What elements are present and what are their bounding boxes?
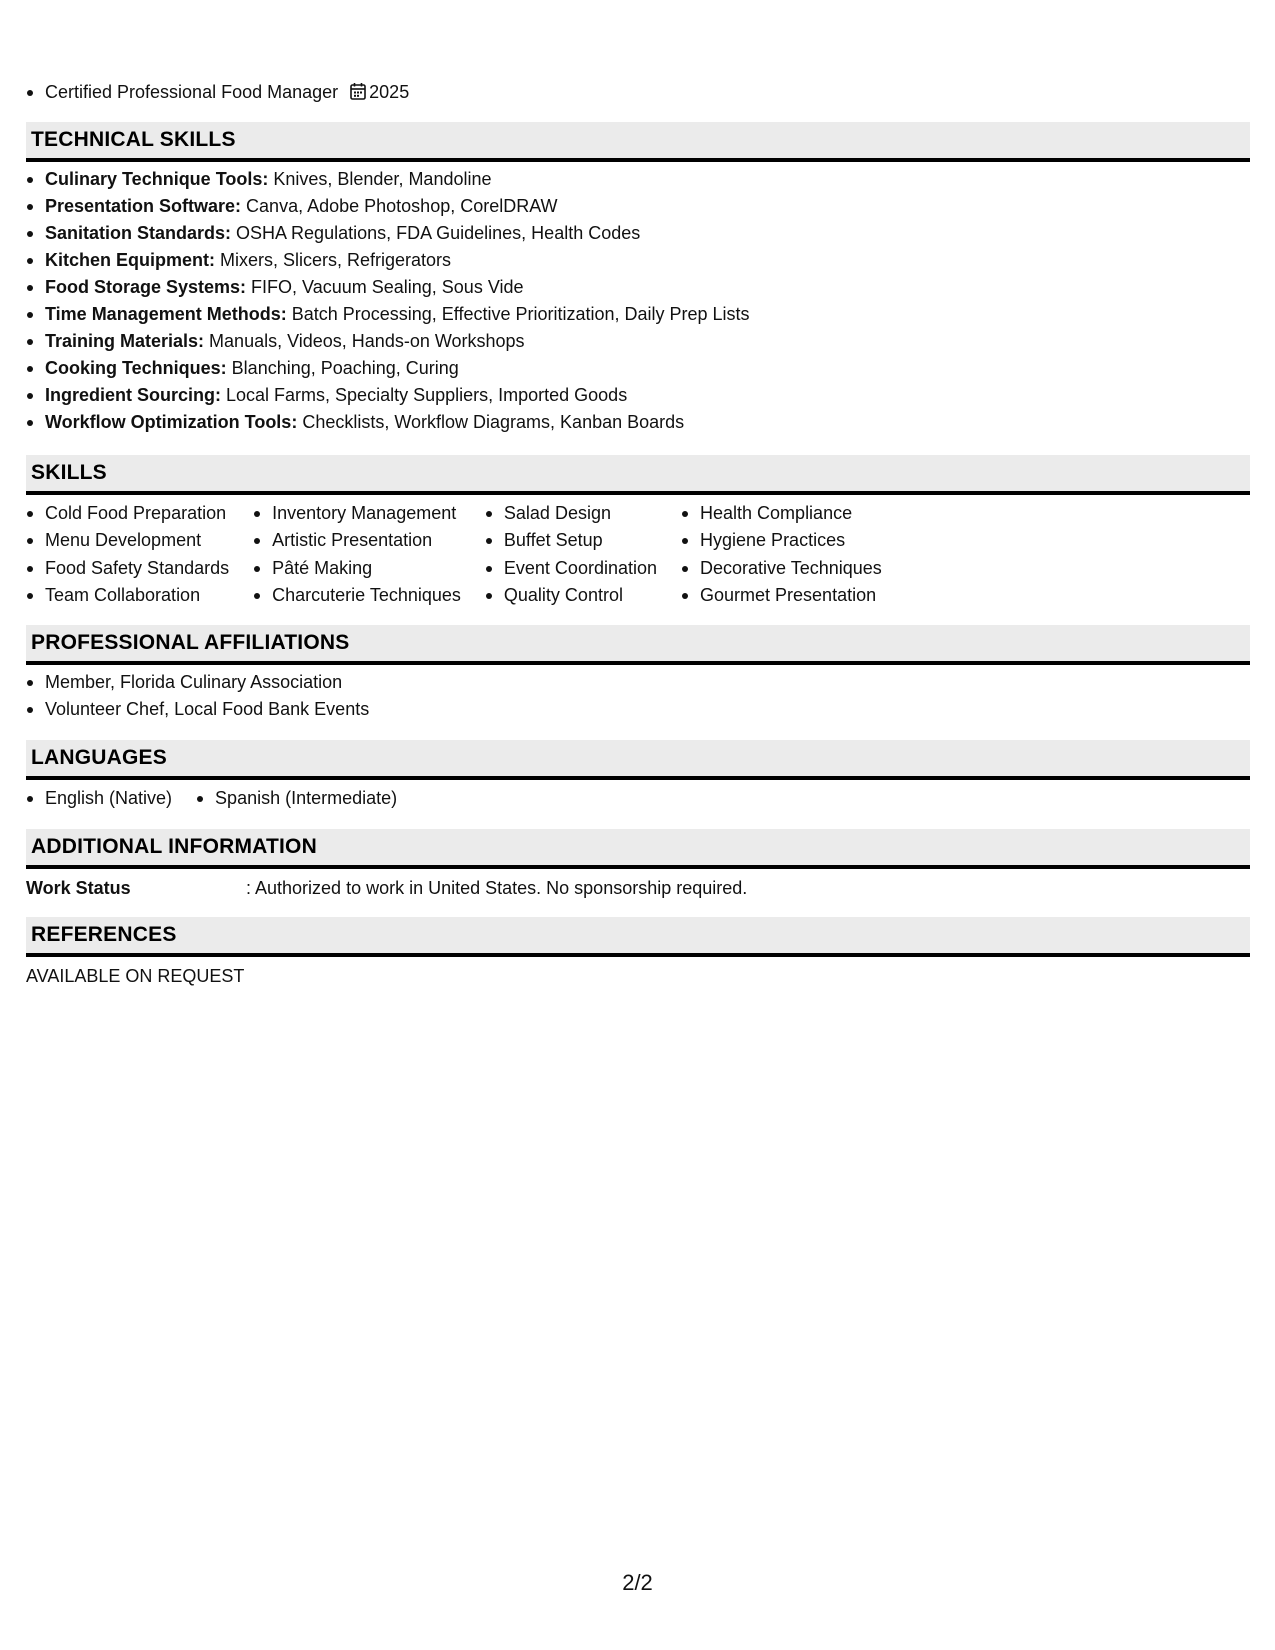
skill-category: Training Materials: <box>45 331 205 351</box>
certification-year: 2025 <box>369 82 410 102</box>
skill-values: Canva, Adobe Photoshop, CorelDRAW <box>241 196 558 216</box>
list-item: Gourmet Presentation <box>681 582 882 609</box>
list-item: Food Safety Standards <box>26 555 229 582</box>
work-status-label: Work Status <box>26 878 131 898</box>
work-status-value: : Authorized to work in United States. No sponsorship required. <box>246 878 748 898</box>
skills-column <box>681 500 882 609</box>
skills-column <box>253 500 461 609</box>
skill-values: Batch Processing, Effective Prioritization, Daily Prep Lists <box>286 304 750 324</box>
certification-name: Certified Professional Food Manager <box>45 82 339 102</box>
list-item: Cold Food Preparation <box>26 500 229 527</box>
skill-category: Ingredient Sourcing: <box>45 385 222 405</box>
skill-category: Cooking Techniques: <box>45 358 227 378</box>
skill-category: Sanitation Standards: <box>45 223 232 243</box>
section-title: ADDITIONAL INFORMATION <box>31 835 317 858</box>
skills-column <box>26 500 229 609</box>
list-item <box>26 409 750 436</box>
skill-category: Culinary Technique Tools: <box>45 169 269 189</box>
skill-category: Workflow Optimization Tools: <box>45 412 298 432</box>
skill-category: Presentation Software: <box>45 196 242 216</box>
affiliations-list <box>26 669 369 723</box>
section-title: REFERENCES <box>31 923 177 946</box>
skill-values: OSHA Regulations, FDA Guidelines, Health Codes <box>231 223 641 243</box>
list-item: Charcuterie Techniques <box>253 582 461 609</box>
skill-category: Time Management Methods: <box>45 304 287 324</box>
section-title: TECHNICAL SKILLS <box>31 128 236 151</box>
list-item <box>26 193 750 220</box>
list-item: Volunteer Chef, Local Food Bank Events <box>26 696 369 723</box>
list-item: Salad Design <box>485 500 657 527</box>
section-title: PROFESSIONAL AFFILIATIONS <box>31 631 350 654</box>
list-item: Inventory Management <box>253 500 461 527</box>
references-text: AVAILABLE ON REQUEST <box>26 966 245 986</box>
list-item: Member, Florida Culinary Association <box>26 669 369 696</box>
list-item: Menu Development <box>26 527 229 554</box>
list-item <box>26 328 750 355</box>
section-heading-references <box>26 917 1250 957</box>
section-heading-affiliations <box>26 625 1250 665</box>
list-item: English (Native) <box>26 785 172 812</box>
list-item <box>26 166 750 193</box>
list-item <box>26 355 750 382</box>
list-item: Pâté Making <box>253 555 461 582</box>
page-number: 2/2 <box>622 1570 653 1595</box>
list-item <box>26 382 750 409</box>
list-item <box>26 274 750 301</box>
work-status-row <box>26 875 747 902</box>
list-item <box>26 247 750 274</box>
list-item: Quality Control <box>485 582 657 609</box>
skill-values: Knives, Blender, Mandoline <box>268 169 492 189</box>
section-heading-technical-skills <box>26 122 1250 162</box>
skill-values: Manuals, Videos, Hands-on Workshops <box>204 331 525 351</box>
languages-list <box>26 785 421 812</box>
skill-values: Local Farms, Specialty Suppliers, Imported Goods <box>221 385 628 405</box>
certification-item <box>26 79 409 108</box>
list-item: Spanish (Intermediate) <box>196 785 397 812</box>
list-item <box>26 301 750 328</box>
skill-category: Kitchen Equipment: <box>45 250 215 270</box>
list-item: Team Collaboration <box>26 582 229 609</box>
list-item: Event Coordination <box>485 555 657 582</box>
skill-values: Mixers, Slicers, Refrigerators <box>215 250 452 270</box>
list-item: Buffet Setup <box>485 527 657 554</box>
list-item: Decorative Techniques <box>681 555 882 582</box>
section-heading-languages <box>26 740 1250 780</box>
skills-column <box>485 500 657 609</box>
list-item: Health Compliance <box>681 500 882 527</box>
list-item: Hygiene Practices <box>681 527 882 554</box>
technical-skills-list <box>26 166 750 436</box>
skill-values: Checklists, Workflow Diagrams, Kanban Boards <box>297 412 685 432</box>
certifications-list <box>26 79 409 108</box>
list-item <box>26 220 750 247</box>
calendar-icon <box>350 81 366 108</box>
section-title: LANGUAGES <box>31 746 167 769</box>
skill-values: Blanching, Poaching, Curing <box>226 358 459 378</box>
skill-values: FIFO, Vacuum Sealing, Sous Vide <box>246 277 524 297</box>
section-heading-additional-info <box>26 829 1250 869</box>
section-title: SKILLS <box>31 461 107 484</box>
skills-grid <box>26 500 906 609</box>
section-heading-skills <box>26 455 1250 495</box>
list-item: Artistic Presentation <box>253 527 461 554</box>
skill-category: Food Storage Systems: <box>45 277 247 297</box>
